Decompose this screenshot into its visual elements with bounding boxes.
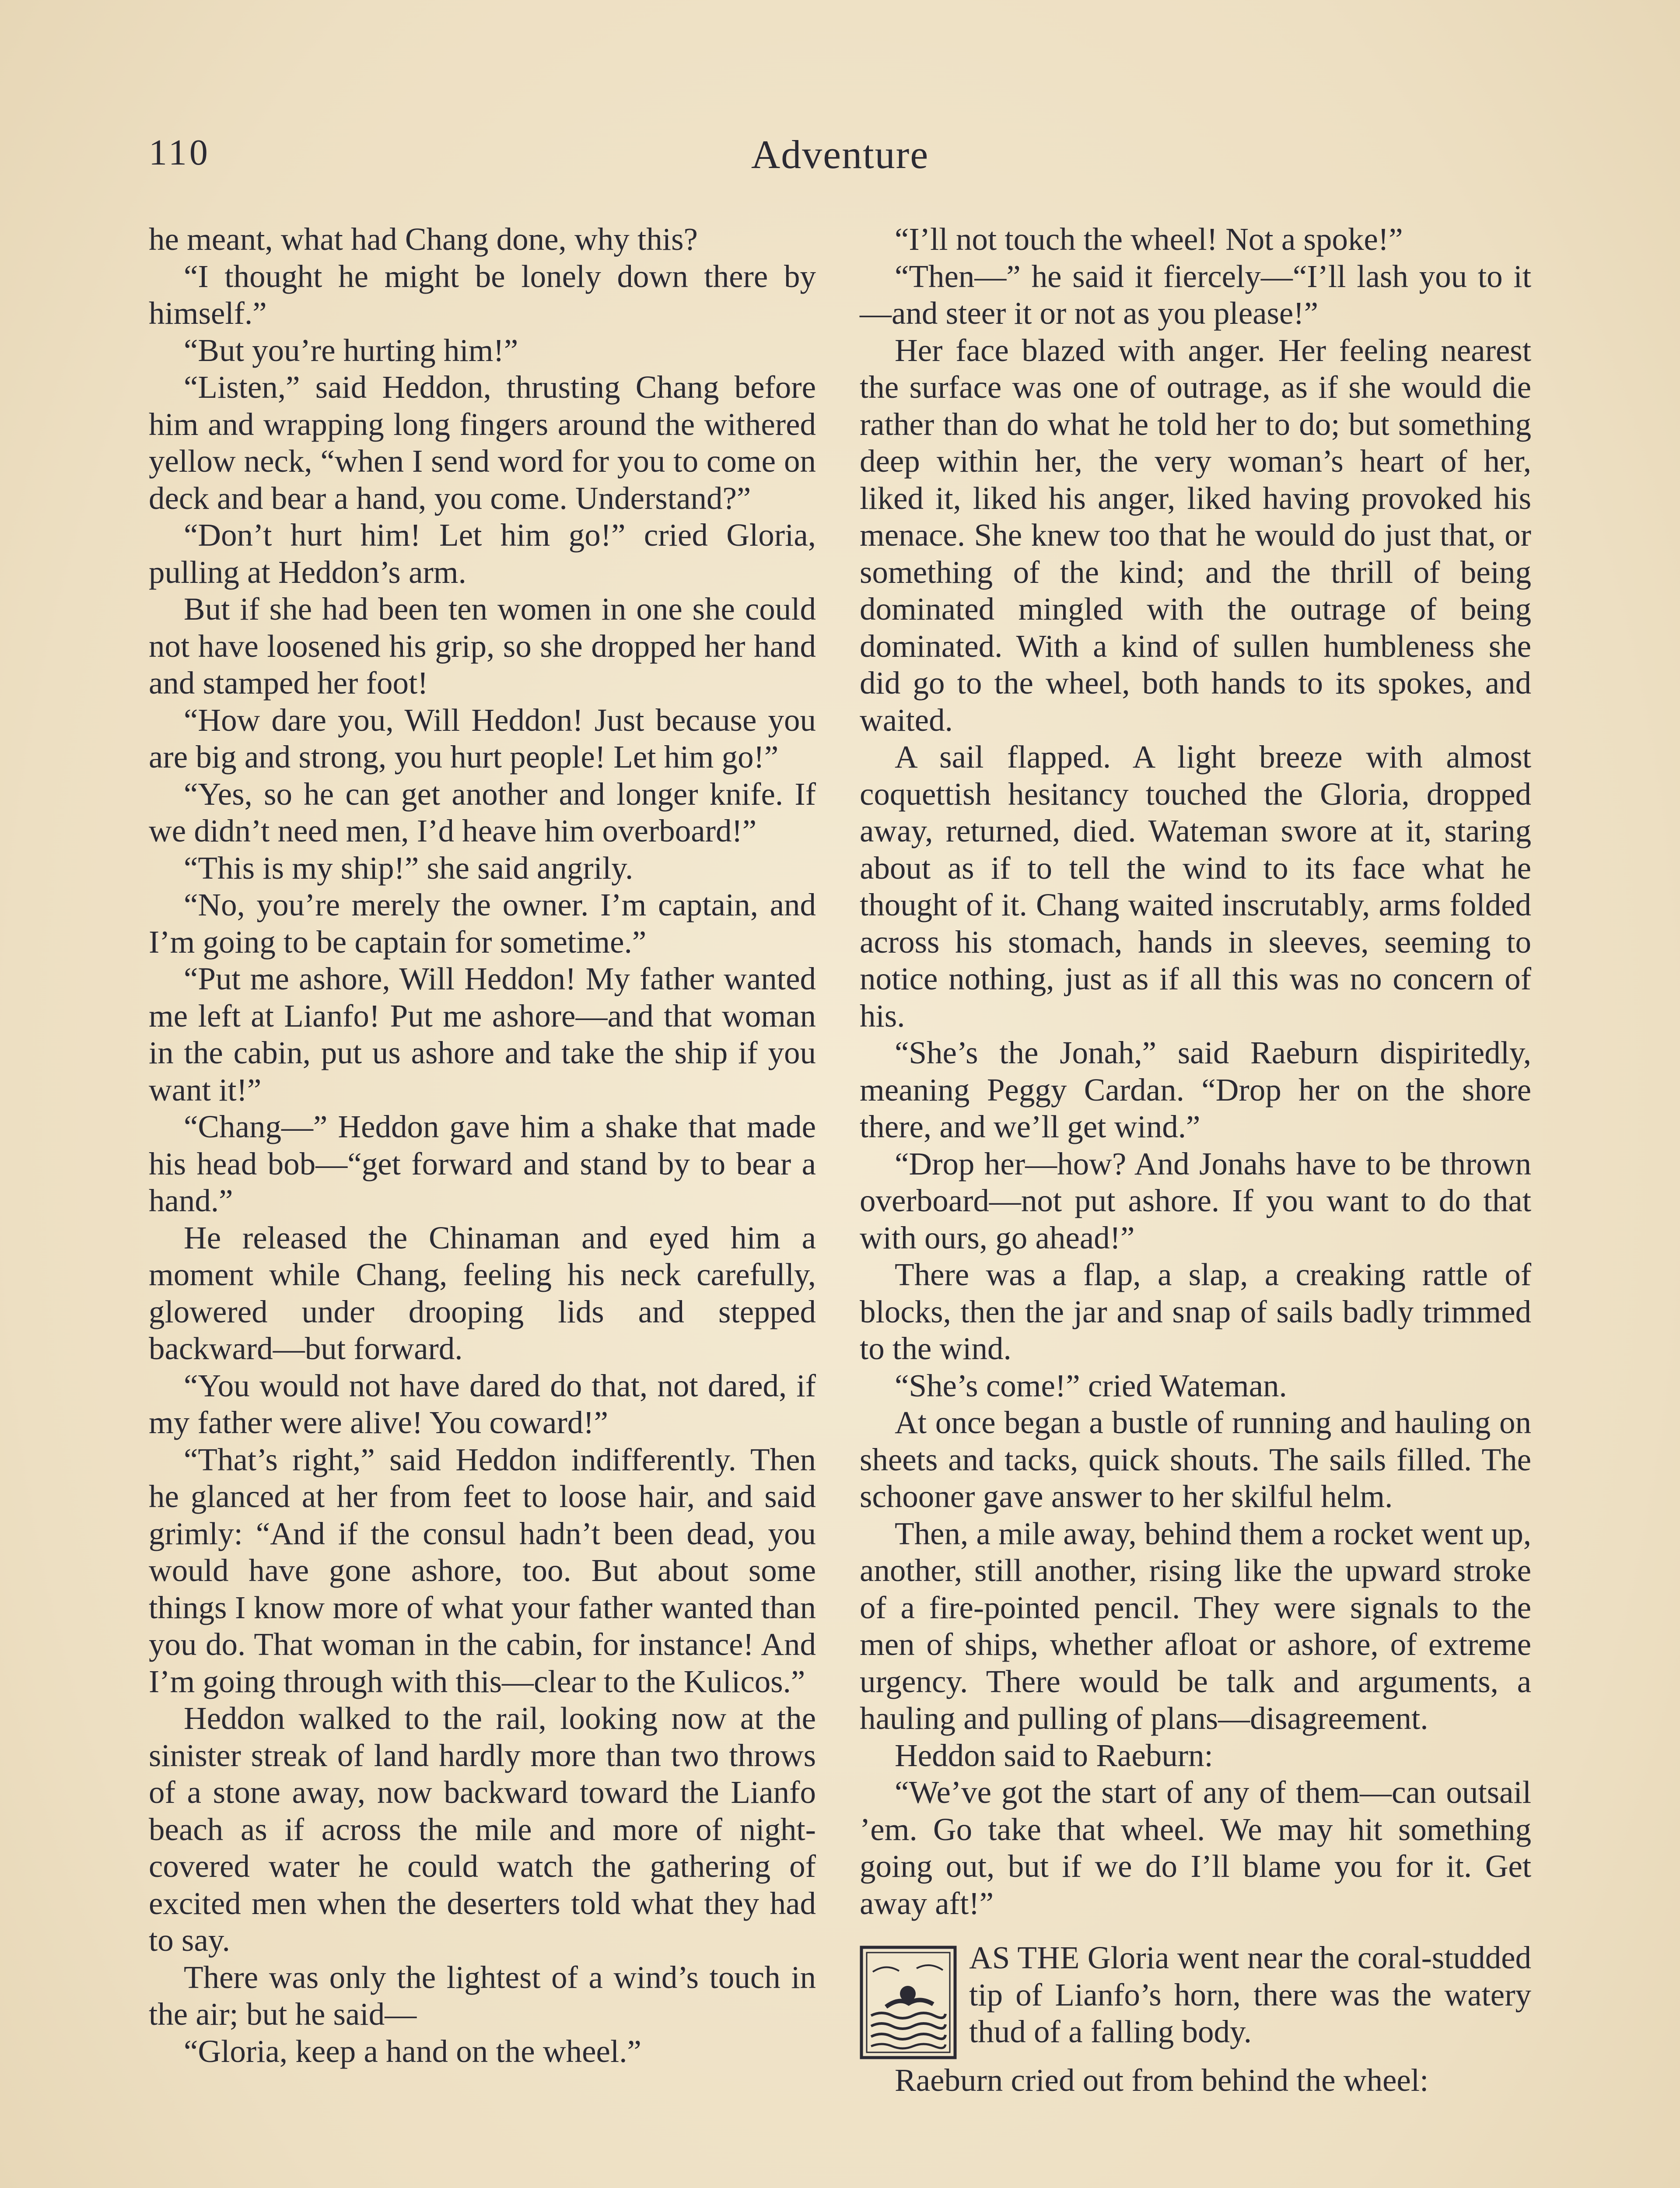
paragraph: “Drop her—how? And Jonahs have to be thrown overboard—not put ashore. If you want to do that with ours, go ahead!” bbox=[860, 1146, 1531, 1255]
paragraph: “I thought he might be lonely down there by himself.” bbox=[149, 258, 816, 331]
page-number: 110 bbox=[149, 132, 210, 173]
paragraph: Her face blazed with anger. Her feeling nearest the surface was one of outrage, as if she would die rather than do what he told her to do; but something deep within her, the very woman’s heart of her, liked it, liked his anger, liked having provoked his menace. She knew too that he would do just that, or something of the kind; and the thrill of being dominated mingled with the outrage of being dominated. With a kind of sullen humbleness she did go to the wheel, both hands to its spokes, and waited. bbox=[860, 332, 1531, 738]
paragraph: “Gloria, keep a hand on the wheel.” bbox=[184, 2033, 641, 2069]
paragraph: “We’ve got the start of any of them—can outsail ’em. Go take that wheel. We may hit something going out, but if we do I’ll blame you for it. Get away aft!” bbox=[860, 1774, 1531, 1921]
paragraph: “Put me ashore, Will Heddon! My father wanted me left at Lianfo! Put me ashore—and that woman in the cabin, put us ashore and take the ship if you want it!” bbox=[149, 961, 816, 1108]
paragraph: But if she had been ten women in one she could not have loosened his grip, so she dropped her hand and stamped her foot! bbox=[149, 591, 816, 701]
paragraph: Then, a mile away, behind them a rocket went up, another, still another, rising like the upward stroke of a fire-pointed pencil. They were signals to the men of ships, whether afloat or ashore, of extreme urgency. There would be talk and arguments, a hauling and pulling of plans—disagreement. bbox=[860, 1515, 1531, 1736]
swimmer-in-waves-ornament bbox=[860, 1946, 957, 2059]
paragraph: Heddon said to Raeburn: bbox=[895, 1737, 1213, 1773]
paragraph: There was only the lightest of a wind’s touch in the air; but he said— bbox=[149, 1959, 816, 2032]
paragraph: “Chang—” Heddon gave him a shake that made his head bob—“get forward and stand by to bear a hand.” bbox=[149, 1109, 816, 1218]
paragraph: A sail flapped. A light breeze with almost coquettish hesitancy touched the Gloria, dropped away, returned, died. Wateman swore at it, staring about as if to tell the wind to its face what he thought of it. Chang waited inscrutably, arms folded across his stomach, hands in sleeves, seeming to notice nothing, just as if all this was no concern of his. bbox=[860, 739, 1531, 1034]
paragraph: “This is my ship!” she said angrily. bbox=[184, 850, 634, 886]
page-header bbox=[149, 131, 1531, 188]
paragraph: He released the Chinaman and eyed him a moment while Chang, feeling his neck carefully, glowered under drooping lids and stepped backward—but forward. bbox=[149, 1220, 816, 1366]
paragraph: “She’s come!” cried Wateman. bbox=[895, 1368, 1287, 1403]
paragraph: “She’s the Jonah,” said Raeburn dispiritedly, meaning Peggy Cardan. “Drop her on the shore there, and we’ll get wind.” bbox=[860, 1035, 1531, 1144]
paragraph: There was a flap, a slap, a creaking rattle of blocks, then the jar and snap of sails badly trimmed to the wind. bbox=[860, 1257, 1531, 1366]
paragraph: Heddon walked to the rail, looking now at the sinister streak of land hardly more than two throws of a stone away, now backward toward the Lianfo beach as if across the mile and more of night-covered water he could watch the gathering of excited men when the deserters told what they had to say. bbox=[149, 1701, 816, 1958]
paragraph: “Listen,” said Heddon, thrusting Chang before him and wrapping long fingers around the withered yellow neck, “when I send word for you to come on deck and bear a hand, you come. Understand?” bbox=[149, 369, 816, 516]
running-title: Adventure bbox=[751, 132, 929, 177]
paragraph: he meant, what had Chang done, why this? bbox=[149, 221, 698, 257]
paragraph: “That’s right,” said Heddon indifferently. Then he glanced at her from feet to loose hair, and said grimly: “And if the consul hadn’t been dead, you would have gone ashore, too. But about some things I know more of what your father wanted than you do. That woman in the cabin, for instance! And I’m going through with this—clear to the Kulicos.” bbox=[149, 1441, 816, 1699]
paragraph: “Don’t hurt him! Let him go!” cried Gloria, pulling at Heddon’s arm. bbox=[149, 517, 816, 590]
paragraph: “I’ll not touch the wheel! Not a spoke!” bbox=[895, 221, 1403, 257]
paragraph: “You would not have dared do that, not dared, if my father were alive! You coward!” bbox=[149, 1368, 816, 1440]
paragraph: “How dare you, Will Heddon! Just because you are big and strong, you hurt people! Let him go!” bbox=[149, 702, 816, 775]
paragraph: “Then—” he said it fiercely—“I’ll lash you to it—and steer it or not as you please!” bbox=[860, 258, 1531, 331]
paragraph: “But you’re hurting him!” bbox=[184, 332, 518, 368]
paragraph: At once began a bustle of running and hauling on sheets and tacks, quick shouts. The sails filled. The schooner gave answer to her skilful helm. bbox=[860, 1405, 1531, 1514]
paragraph: Raeburn cried out from behind the wheel: bbox=[895, 2062, 1429, 2098]
paragraph: “Yes, so he can get another and longer knife. If we didn’t need men, I’d heave him overboard!” bbox=[149, 776, 816, 849]
left-column bbox=[149, 221, 816, 2188]
section-lead-paragraph: AS THE Gloria went near the coral-studded tip of Lianfo’s horn, there was the watery thud of a falling body. bbox=[969, 1940, 1531, 2049]
paragraph: “No, you’re merely the owner. I’m captain, and I’m going to be captain for sometime.” bbox=[149, 887, 816, 960]
right-column bbox=[860, 221, 1531, 2188]
section-break bbox=[860, 1939, 1531, 2062]
